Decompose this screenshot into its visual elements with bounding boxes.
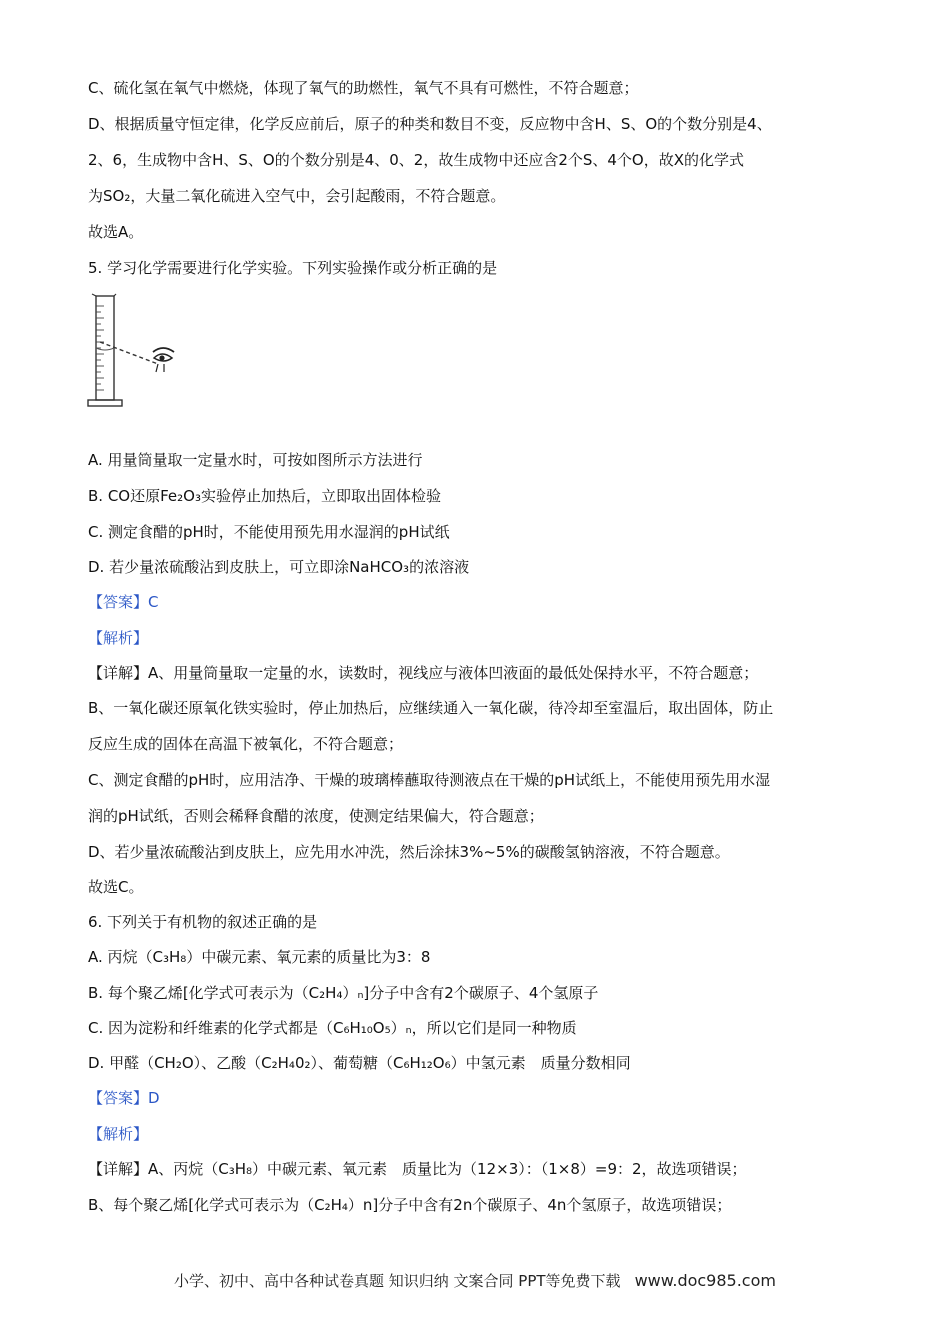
- footer-text: 小学、初中、高中各种试卷真题 知识归纳 文案合同 PPT等免费下载: [174, 1272, 621, 1290]
- answer-label: 【答案】D: [88, 1089, 160, 1107]
- text-line: 故选A。: [88, 223, 144, 241]
- text-line: B、一氧化碳还原氧化铁实验时，停止加热后，应继续通入一氧化碳，待冷却至室温后，取出固体，防止: [88, 699, 774, 717]
- text-line: 2、6，生成物中含H、S、O的个数分别是4、0、2，故生成物中还应含2个S、4个O，故X的化学式: [88, 151, 745, 169]
- text-line: 故选C。: [88, 878, 144, 896]
- text-line: B、每个聚乙烯[化学式可表示为（C₂H₄）n]分子中含有2n个碳原子、4n个氢原子，故选项错误；: [88, 1196, 732, 1214]
- page-footer: [0, 1270, 950, 1291]
- analysis-label: 【解析】: [88, 1125, 149, 1143]
- text-line: D、若少量浓硫酸沾到皮肤上，应先用水冲洗，然后涂抹3%~5%的碳酸氢钠溶液，不符合题意。: [88, 843, 730, 861]
- text-line: 为SO₂，大量二氧化硫进入空气中，会引起酸雨，不符合题意。: [88, 187, 506, 205]
- option-5b: B. CO还原Fe₂O₃实验停止加热后，立即取出固体检验: [88, 487, 441, 505]
- text-line: 反应生成的固体在高温下被氧化，不符合题意；: [88, 735, 404, 753]
- option-5a: A. 用量筒量取一定量水时，可按如图所示方法进行: [88, 451, 423, 469]
- text-line: C、测定食醋的pH时，应用洁净、干燥的玻璃棒蘸取待测液点在干燥的pH试纸上，不能使用预先用水湿: [88, 771, 771, 789]
- option-6d: D. 甲醛（CH₂O）、乙酸（C₂H₄0₂）、葡萄糖（C₆H₁₂O₆）中氢元素 质量分数相同: [88, 1054, 631, 1072]
- option-6b: B. 每个聚乙烯[化学式可表示为（C₂H₄）ₙ]分子中含有2个碳原子、4个氢原子: [88, 984, 599, 1002]
- option-5d: D. 若少量浓硫酸沾到皮肤上，可立即涂NaHCO₃的浓溶液: [88, 558, 470, 576]
- text-line: D、根据质量守恒定律，化学反应前后，原子的种类和数目不变，反应物中含H、S、O的个数分别是4、: [88, 115, 772, 133]
- text-line: 润的pH试纸，否则会稀释食醋的浓度，使测定结果偏大，符合题意；: [88, 807, 544, 825]
- text-line: 【详解】A、丙烷（C₃H₈）中碳元素、氧元素 质量比为（12×3）：（1×8）=9：2，故选项错误；: [88, 1160, 747, 1178]
- graduated-cylinder-reading-illustration: [84, 292, 194, 412]
- text-line: C、硫化氢在氧气中燃烧，体现了氧气的助燃性，氧气不具有可燃性，不符合题意；: [88, 79, 639, 97]
- answer-label: 【答案】C: [88, 593, 159, 611]
- question-6-stem: 6. 下列关于有机物的叙述正确的是: [88, 913, 318, 931]
- analysis-label: 【解析】: [88, 629, 149, 647]
- question-5-stem: 5. 学习化学需要进行化学实验。下列实验操作或分析正确的是: [88, 259, 498, 277]
- option-6c: C. 因为淀粉和纤维素的化学式都是（C₆H₁₀O₅）ₙ，所以它们是同一种物质: [88, 1019, 577, 1037]
- footer-url[interactable]: www.doc985.com: [634, 1271, 776, 1290]
- option-6a: A. 丙烷（C₃H₈）中碳元素、氧元素的质量比为3：8: [88, 948, 431, 966]
- text-line: 【详解】A、用量筒量取一定量的水，读数时，视线应与液体凹液面的最低处保持水平，不符合题意；: [88, 664, 759, 682]
- option-5c: C. 测定食醋的pH时，不能使用预先用水湿润的pH试纸: [88, 523, 450, 541]
